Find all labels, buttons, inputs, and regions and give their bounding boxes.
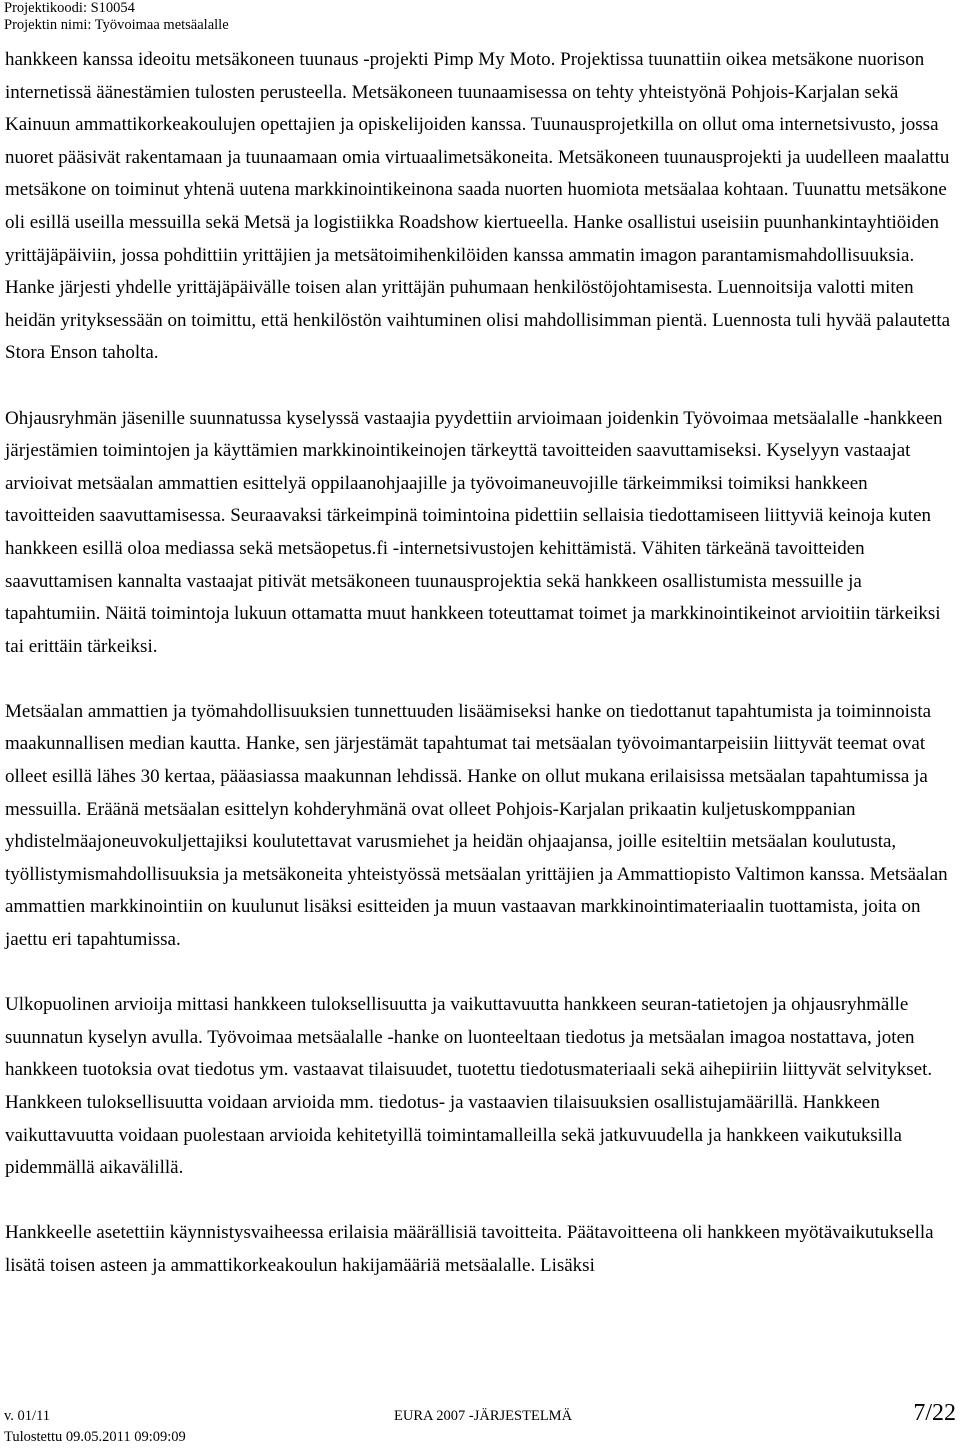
paragraph: Hankkeelle asetettiin käynnistysvaiheessa erilaisia määrällisiä tavoitteita. Päätavoitteena oli hankkeen myötävaikutuksella lisätä toisen asteen ja ammattikorkeakoulun hakijamääriä metsäalalle. Lisäksi xyxy=(5,1222,934,1276)
paragraph: Ulkopuolinen arvioija mittasi hankkeen tuloksellisuutta ja vaikuttavuutta hankkeen seuran-tatietojen ja ohjausryhmälle suunnatun kyselyn avulla. Työvoimaa metsäalalle -hanke on luonteeltaan tiedotus ja metsäalan imagoa nostattava, joten hankkeen tuotoksia ovat tiedotus ym. vastaavat tilaisuudet, tuotettu tiedotusmateriaali sekä aihepiiriin liittyvät selvitykset. Hankkeen tuloksellisuutta voidaan arvioida mm. tiedotus- ja vastaavien tilaisuuksien osallistujamäärillä. Hankkeen vaikuttavuutta voidaan puolestaan arvioida kehitetyillä toimintamalleilla sekä jatkuvuudella ja hankkeen vaikutuksilla pidemmällä aikavälillä. xyxy=(5,994,933,1179)
project-name: Projektin nimi: Työvoimaa metsäalalle xyxy=(4,17,229,33)
version-label: v. 01/11 xyxy=(4,1408,51,1424)
page-header xyxy=(4,0,229,34)
printed-timestamp: Tulostettu 09.05.2011 09:09:09 xyxy=(4,1429,186,1445)
system-name: EURA 2007 -JÄRJESTELMÄ xyxy=(394,1408,573,1424)
paragraph: hankkeen kanssa ideoitu metsäkoneen tuunaus -projekti Pimp My Moto. Projektissa tuunattiin oikea metsäkone nuorison internetissä äänestämien tulosten perusteella. Metsäkoneen tuunaamisessa on tehty yhteistyönä Pohjois-Karjalan sekä Kainuun ammattikorkeakoulujen opettajien ja opiskelijoiden kanssa. Tuunausprojetkilla on ollut oma internetsivusto, jossa nuoret pääsivät rakentamaan ja tuunaamaan omia virtuaalimetsäkoneita. Metsäkoneen tuunausprojekti ja uudelleen maalattu metsäkone on toiminut yhtenä uutena markkinointikeinona saada nuorten huomiota metsäalaa kohtaan. Tuunattu metsäkone oli esillä useilla messuilla sekä Metsä ja logistiikka Roadshow kiertueella. Hanke osallistui useisiin puunhankintayhtiöiden yrittäjäpäiviin, jossa pohdittiin yrittäjien ja metsätoimihenkilöiden kanssa ammatin imagon parantamismahdollisuuksia. Hanke järjesti yhdelle yrittäjäpäivälle toisen alan yrittäjän puhumaan henkilöstöjohtamisesta. Luennoitsija valotti miten heidän yrityksessään on toimittu, että henkilöstön vaihtuminen olisi mahdollisimman pientä. Luennosta tuli hyvää palautetta Stora Enson taholta. xyxy=(5,49,951,364)
page-number: 7/22 xyxy=(913,1400,956,1426)
paragraph: Ohjausryhmän jäsenille suunnatussa kyselyssä vastaajia pyydettiin arvioimaan joidenkin Työvoimaa metsäalalle -hankkeen järjestämien toimintojen ja käyttämien markkinointikeinojen tärkeyttä tavoitteiden saavuttamiseksi. Kyselyyn vastaajat arvioivat metsäalan ammattien esittelyä oppilaanohjaajille ja työvoimaneuvojille tärkeimmiksi toimiksi hankkeen tavoitteiden saavuttamisessa. Seuraavaksi tärkeimpinä toimintoina pidettiin sellaisia tiedottamiseen liittyviä keinoja kuten hankkeen esillä oloa mediassa sekä metsäopetus.fi -internetsivustojen kehittämistä. Vähiten tärkeänä tavoitteiden saavuttamisen kannalta vastaajat pitivät metsäkoneen tuunausprojektia sekä hankkeen osallistumista messuille ja tapahtumiin. Näitä toimintoja lukuun ottamatta muut hankkeen toteuttamat toimet ja markkinointikeinot arvioitiin tärkeiksi tai erittäin tärkeiksi. xyxy=(5,407,943,657)
project-code: Projektikoodi: S10054 xyxy=(4,0,135,16)
paragraph: Metsäalan ammattien ja työmahdollisuuksien tunnettuuden lisäämiseksi hanke on tiedottanut tapahtumista ja toiminnoista maakunnallisen median kautta. Hanke, sen järjestämät tapahtumat tai metsäalan työvoimantarpeisiin liittyvät teemat ovat olleet esillä lähes 30 kertaa, pääasiassa maakunnan lehdissä. Hanke on ollut mukana erilaisissa metsäalan tapahtumissa ja messuilla. Eräänä metsäalan esittelyn kohderyhmänä ovat olleet Pohjois-Karjalan prikaatin kuljetuskomppanian yhdistelmäajoneuvokuljettajiksi koulutettavat varusmiehet ja heidän ohjaajansa, joille esiteltiin metsäalan koulutusta, työllistymismahdollisuuksia ja metsäkoneita yhteistyössä metsäalan yrittäjien ja Ammattiopisto Valtimon kanssa. Metsäalan ammattien markkinointiin on kuulunut lisäksi esitteiden ja muun vastaavan markkinointimateriaalin tuottamista, joita on jaettu eri tapahtumissa. xyxy=(5,700,948,951)
page-footer-left xyxy=(4,1406,186,1448)
document-body xyxy=(5,44,957,1315)
